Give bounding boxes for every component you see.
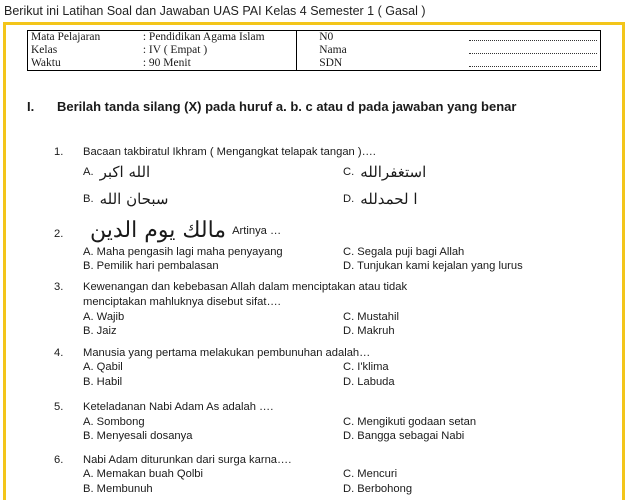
number-field[interactable]: [396, 31, 601, 45]
option-letter: C.: [343, 166, 355, 178]
question-text-continued: menciptakan mahluknya disebut sifat….: [83, 296, 281, 308]
question-text: Bacaan takbiratul Ikhram ( Mengangkat telapak tangan )….: [83, 146, 376, 158]
option-a[interactable]: A. Memakan buah Qolbi: [83, 468, 204, 480]
option-a[interactable]: [83, 163, 150, 181]
option-c[interactable]: [343, 163, 426, 181]
option-c[interactable]: C. Mengikuti godaan setan: [343, 416, 477, 428]
option-d[interactable]: D. Bangga sebagai Nabi: [343, 430, 465, 442]
identity-row: [28, 31, 601, 45]
option-arabic: سبحان الله: [99, 190, 169, 208]
number-dotted-line: [469, 31, 597, 41]
page-caption: Berikut ini Latihan Soal dan Jawaban UAS PAI Kelas 4 Semester 1 ( Gasal ): [4, 4, 426, 18]
option-a[interactable]: A. Maha pengasih lagi maha penyayang: [83, 246, 283, 258]
option-b[interactable]: B. Jaiz: [83, 325, 117, 337]
option-b[interactable]: B. Menyesali dosanya: [83, 430, 193, 442]
option-c[interactable]: C. I'klima: [343, 361, 389, 373]
school-field[interactable]: [396, 57, 601, 71]
time-value: : 90 Menit: [140, 57, 297, 71]
name-label: Nama: [319, 44, 347, 56]
question-number: 6.: [54, 454, 64, 466]
option-c[interactable]: C. Mustahil: [343, 311, 399, 323]
question-text: Kewenangan dan kebebasan Allah dalam menciptakan atau tidak: [83, 281, 408, 293]
class-label: Kelas: [28, 44, 140, 57]
question-number: 2.: [54, 228, 64, 240]
question-text: Keteladanan Nabi Adam As adalah ….: [83, 401, 274, 413]
school-dotted-line: [469, 57, 597, 67]
question-text: Manusia yang pertama melakukan pembunuhan adalah…: [83, 347, 371, 359]
school-label: SDN: [297, 57, 396, 71]
subject-label: Mata Pelajaran: [28, 31, 140, 45]
option-a[interactable]: A. Sombong: [83, 416, 145, 428]
option-d[interactable]: D. Makruh: [343, 325, 395, 337]
option-letter: B.: [83, 193, 94, 205]
option-d[interactable]: D. Labuda: [343, 376, 395, 388]
option-b[interactable]: B. Membunuh: [83, 483, 153, 495]
option-c[interactable]: C. Mencuri: [343, 468, 398, 480]
question-number: 3.: [54, 281, 64, 293]
option-a[interactable]: A. Wajib: [83, 311, 125, 323]
option-d[interactable]: D. Berbohong: [343, 483, 413, 495]
option-b[interactable]: [83, 190, 168, 208]
option-letter: A.: [83, 166, 94, 178]
time-label: Waktu: [28, 57, 140, 71]
section-text: Berilah tanda silang (X) pada huruf a. b. c atau d pada jawaban yang benar: [57, 99, 517, 114]
option-d[interactable]: D. Tunjukan kami kejalan yang lurus: [343, 260, 523, 272]
option-c[interactable]: C. Segala puji bagi Allah: [343, 246, 465, 258]
section-number: I.: [27, 99, 35, 114]
option-b[interactable]: B. Pemilik hari pembalasan: [83, 260, 219, 272]
question-text: [90, 218, 281, 243]
question-arabic: مالك يوم الدين: [90, 218, 227, 243]
class-value: : IV ( Empat ): [140, 44, 297, 57]
subject-value: : Pendidikan Agama Islam: [140, 31, 297, 45]
question-number: 5.: [54, 401, 64, 413]
identity-table: [27, 30, 601, 71]
option-arabic: الله اكبر: [99, 163, 151, 181]
option-arabic: ا لحمدلله: [360, 190, 418, 208]
identity-row: [28, 57, 601, 71]
section-instruction: [27, 99, 516, 114]
question-number: 4.: [54, 347, 64, 359]
question-number: 1.: [54, 146, 64, 158]
identity-row: [28, 44, 601, 57]
number-label: N0: [297, 31, 396, 45]
name-dotted-line: [469, 44, 597, 54]
question-text: Nabi Adam diturunkan dari surga karna….: [83, 454, 292, 466]
option-letter: D.: [343, 193, 355, 205]
name-field[interactable]: [396, 44, 601, 57]
question-text-latin: Artinya …: [232, 225, 282, 237]
option-a[interactable]: A. Qabil: [83, 361, 123, 373]
option-d[interactable]: [343, 190, 418, 208]
option-b[interactable]: B. Habil: [83, 376, 123, 388]
option-arabic: استغفرالله: [360, 163, 427, 181]
